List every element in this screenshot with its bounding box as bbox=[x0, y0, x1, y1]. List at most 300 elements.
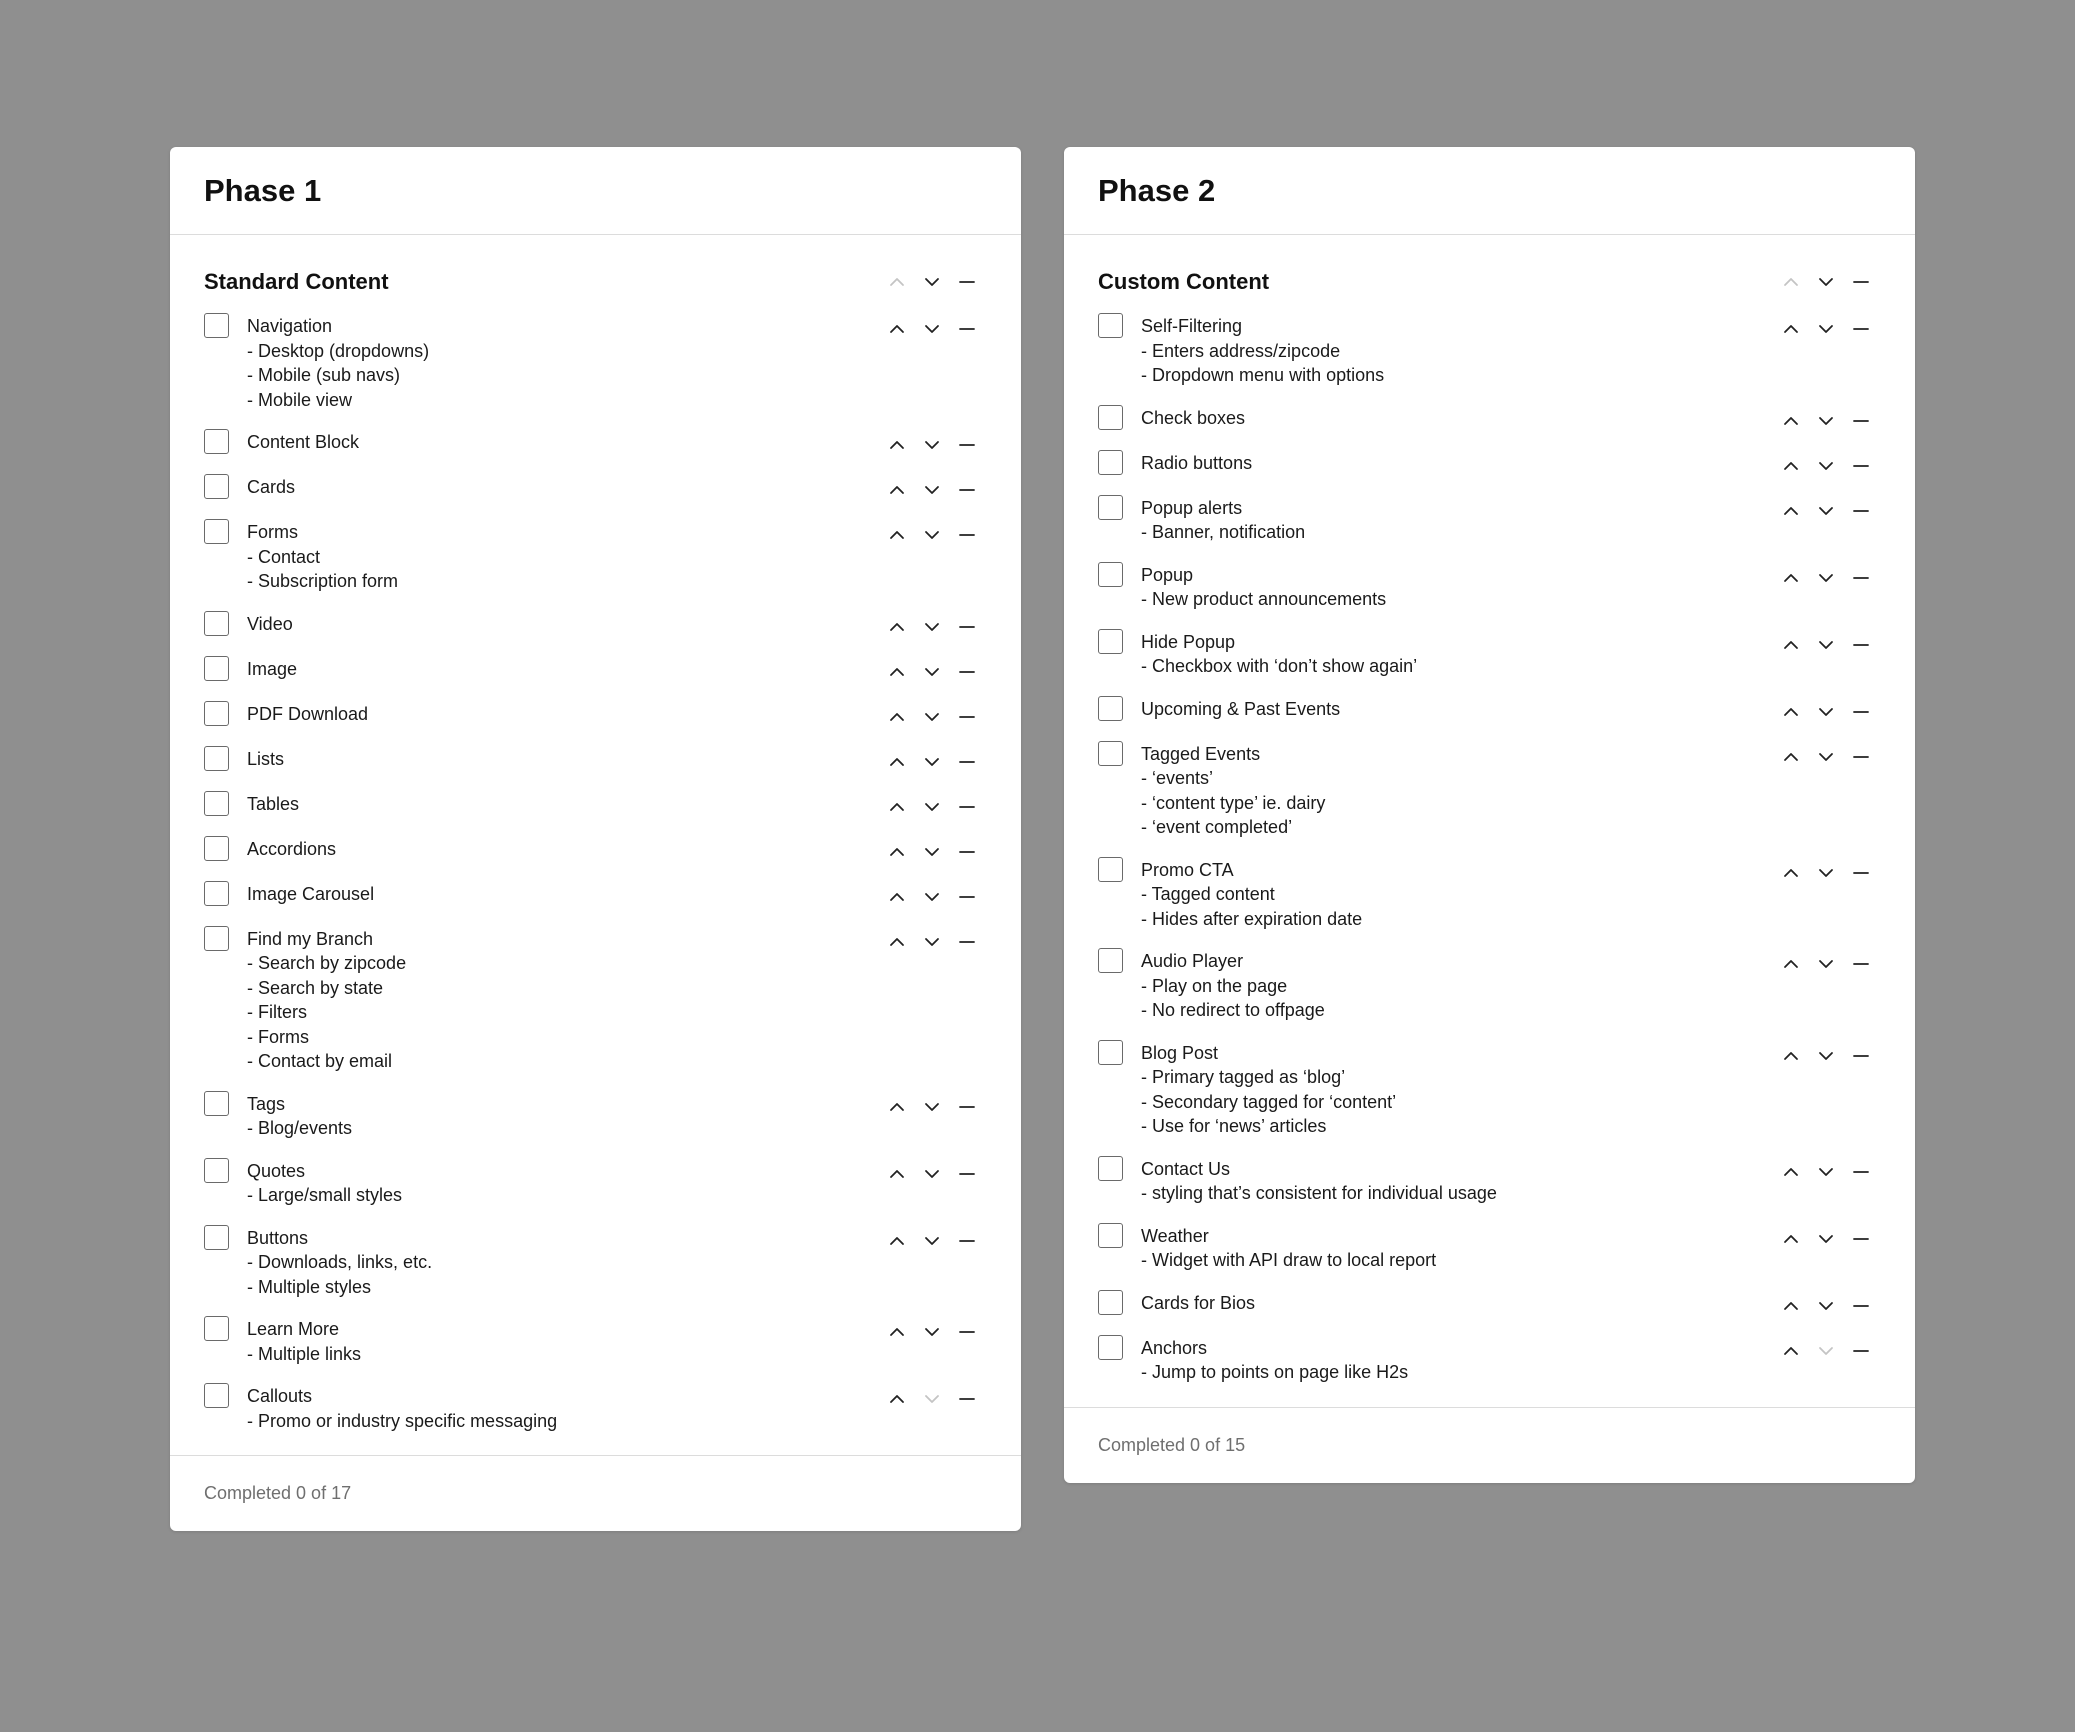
list-item bbox=[204, 881, 987, 909]
item-content bbox=[204, 1383, 557, 1433]
item-text bbox=[247, 429, 359, 455]
item-content bbox=[204, 836, 336, 862]
chevron-down-icon bbox=[1817, 412, 1835, 430]
item-content bbox=[1098, 313, 1384, 388]
chevron-down-icon bbox=[1817, 273, 1835, 291]
item-label: Content Block bbox=[247, 432, 360, 452]
minus-icon bbox=[958, 1165, 976, 1183]
list-item bbox=[1098, 313, 1881, 388]
move-down-button[interactable] bbox=[1814, 1227, 1838, 1251]
remove-button[interactable] bbox=[1849, 1227, 1873, 1251]
item-text bbox=[1141, 741, 1325, 840]
minus-icon bbox=[1852, 864, 1870, 882]
item-text bbox=[247, 926, 406, 1074]
list-item bbox=[1098, 1156, 1881, 1206]
item-controls bbox=[1779, 700, 1881, 724]
remove-button[interactable] bbox=[1849, 499, 1873, 523]
remove-button[interactable] bbox=[955, 1320, 979, 1344]
move-down-button[interactable] bbox=[920, 1387, 944, 1411]
chevron-up-icon bbox=[888, 1232, 906, 1250]
item-text bbox=[247, 611, 293, 637]
remove-button[interactable] bbox=[955, 478, 979, 502]
minus-icon bbox=[958, 708, 976, 726]
move-down-button[interactable] bbox=[1814, 633, 1838, 657]
item-subtext: - styling that’s consistent for individual usage bbox=[1141, 1183, 1497, 1203]
remove-button[interactable] bbox=[1849, 1339, 1873, 1363]
item-text bbox=[247, 1383, 557, 1433]
minus-icon bbox=[1852, 1297, 1870, 1315]
move-down-button[interactable] bbox=[920, 705, 944, 729]
item-subtext: - Mobile (sub navs) bbox=[247, 365, 401, 385]
move-down-button[interactable] bbox=[920, 885, 944, 909]
remove-button[interactable] bbox=[955, 795, 979, 819]
item-subtext: - Contact by email bbox=[247, 1051, 393, 1071]
item-checkbox[interactable] bbox=[204, 1091, 229, 1116]
section-header bbox=[1098, 264, 1881, 300]
item-controls bbox=[885, 660, 987, 684]
chevron-down-icon bbox=[1817, 1342, 1835, 1360]
list-item bbox=[204, 926, 987, 1074]
remove-button[interactable] bbox=[1849, 409, 1873, 433]
list-item bbox=[1098, 495, 1881, 545]
move-down-button[interactable] bbox=[1814, 499, 1838, 523]
move-down-button[interactable] bbox=[920, 270, 944, 294]
minus-icon bbox=[1852, 273, 1870, 291]
chevron-up-icon bbox=[1782, 748, 1800, 766]
chevron-down-icon bbox=[923, 1323, 941, 1341]
item-text bbox=[247, 701, 368, 727]
move-up-button[interactable] bbox=[885, 1095, 909, 1119]
item-controls bbox=[1779, 1339, 1881, 1363]
item-checkbox[interactable] bbox=[1098, 857, 1123, 882]
move-down-button[interactable] bbox=[920, 1320, 944, 1344]
move-down-button[interactable] bbox=[920, 795, 944, 819]
move-up-button[interactable] bbox=[885, 270, 909, 294]
item-checkbox[interactable] bbox=[1098, 741, 1123, 766]
move-down-button[interactable] bbox=[920, 1229, 944, 1253]
item-controls bbox=[1779, 1044, 1881, 1068]
move-down-button[interactable] bbox=[920, 750, 944, 774]
item-controls bbox=[1779, 499, 1881, 523]
item-text bbox=[1141, 1335, 1408, 1385]
item-controls bbox=[885, 1320, 987, 1344]
item-label: Tags bbox=[247, 1093, 286, 1114]
move-up-button[interactable] bbox=[1779, 566, 1803, 590]
list-item bbox=[1098, 1290, 1881, 1318]
item-checkbox[interactable] bbox=[1098, 696, 1123, 721]
item-controls bbox=[885, 1387, 987, 1411]
move-up-button[interactable] bbox=[1779, 317, 1803, 341]
list-item bbox=[1098, 1335, 1881, 1385]
chevron-up-icon bbox=[1782, 1342, 1800, 1360]
list-item bbox=[204, 836, 987, 864]
chevron-down-icon bbox=[1817, 955, 1835, 973]
move-down-button[interactable] bbox=[1814, 1294, 1838, 1318]
item-checkbox[interactable] bbox=[1098, 1223, 1123, 1248]
minus-icon bbox=[958, 436, 976, 454]
chevron-down-icon bbox=[923, 933, 941, 951]
item-label: Video bbox=[247, 613, 293, 634]
move-down-button[interactable] bbox=[1814, 1160, 1838, 1184]
remove-button[interactable] bbox=[1849, 952, 1873, 976]
item-content bbox=[204, 1316, 361, 1366]
list-item bbox=[204, 1158, 987, 1208]
remove-button[interactable] bbox=[955, 705, 979, 729]
chevron-down-icon bbox=[1817, 569, 1835, 587]
item-text bbox=[1141, 313, 1384, 388]
item-text bbox=[1141, 629, 1417, 679]
minus-icon bbox=[958, 798, 976, 816]
item-subtext: - Widget with API draw to local report bbox=[1141, 1250, 1437, 1270]
move-down-button[interactable] bbox=[920, 523, 944, 547]
minus-icon bbox=[1852, 1047, 1870, 1065]
item-checkbox[interactable] bbox=[204, 656, 229, 681]
item-subtext: - Banner, notification bbox=[1141, 522, 1306, 542]
chevron-down-icon bbox=[1817, 1047, 1835, 1065]
item-content bbox=[1098, 495, 1305, 545]
list-item bbox=[204, 1383, 987, 1433]
move-down-button[interactable] bbox=[920, 433, 944, 457]
move-down-button[interactable] bbox=[920, 317, 944, 341]
move-up-button[interactable] bbox=[885, 750, 909, 774]
move-up-button[interactable] bbox=[885, 523, 909, 547]
item-checkbox[interactable] bbox=[204, 881, 229, 906]
minus-icon bbox=[1852, 412, 1870, 430]
item-label: Radio buttons bbox=[1141, 452, 1253, 473]
chevron-down-icon bbox=[1817, 1230, 1835, 1248]
minus-icon bbox=[958, 888, 976, 906]
item-checkbox[interactable] bbox=[204, 746, 229, 771]
item-label: Navigation bbox=[247, 316, 333, 336]
chevron-up-icon bbox=[888, 618, 906, 636]
move-down-button[interactable] bbox=[920, 840, 944, 864]
move-up-button[interactable] bbox=[885, 885, 909, 909]
move-up-button[interactable] bbox=[885, 1387, 909, 1411]
move-down-button[interactable] bbox=[1814, 566, 1838, 590]
item-checkbox[interactable] bbox=[1098, 562, 1123, 587]
chevron-down-icon bbox=[923, 708, 941, 726]
item-checkbox[interactable] bbox=[204, 611, 229, 636]
minus-icon bbox=[958, 481, 976, 499]
list-item bbox=[204, 313, 987, 412]
move-down-button[interactable] bbox=[1814, 700, 1838, 724]
move-up-button[interactable] bbox=[1779, 952, 1803, 976]
move-down-button[interactable] bbox=[1814, 745, 1838, 769]
remove-button[interactable] bbox=[955, 840, 979, 864]
move-down-button[interactable] bbox=[920, 1162, 944, 1186]
minus-icon bbox=[1852, 457, 1870, 475]
chevron-up-icon bbox=[1782, 636, 1800, 654]
remove-button[interactable] bbox=[955, 930, 979, 954]
chevron-down-icon bbox=[923, 481, 941, 499]
remove-button[interactable] bbox=[955, 433, 979, 457]
item-checkbox[interactable] bbox=[204, 1158, 229, 1183]
minus-icon bbox=[1852, 1230, 1870, 1248]
chevron-down-icon bbox=[1817, 1163, 1835, 1181]
item-text bbox=[1141, 1290, 1255, 1316]
item-subtext: - Contact bbox=[247, 546, 321, 567]
move-down-button[interactable] bbox=[1814, 270, 1838, 294]
completion-status: Completed 0 of 15 bbox=[1098, 1434, 1246, 1455]
remove-button[interactable] bbox=[1849, 745, 1873, 769]
minus-icon bbox=[958, 1390, 976, 1408]
item-checkbox[interactable] bbox=[204, 836, 229, 861]
move-up-button[interactable] bbox=[885, 615, 909, 639]
chevron-down-icon bbox=[923, 753, 941, 771]
item-checkbox[interactable] bbox=[204, 791, 229, 816]
item-subtext: - Multiple links bbox=[247, 1343, 362, 1364]
minus-icon bbox=[1852, 320, 1870, 338]
move-up-button[interactable] bbox=[885, 1320, 909, 1344]
item-content bbox=[1098, 450, 1252, 476]
remove-button[interactable] bbox=[955, 1162, 979, 1186]
item-subtext: - ‘content type’ ie. dairy bbox=[1141, 792, 1326, 813]
item-label: Anchors bbox=[1141, 1337, 1208, 1358]
item-content bbox=[1098, 948, 1325, 1023]
remove-button[interactable] bbox=[1849, 317, 1873, 341]
item-controls bbox=[885, 750, 987, 774]
item-checkbox[interactable] bbox=[1098, 629, 1123, 654]
move-down-button[interactable] bbox=[920, 1095, 944, 1119]
item-text bbox=[247, 1158, 402, 1208]
item-content bbox=[1098, 405, 1245, 431]
item-checkbox[interactable] bbox=[204, 926, 229, 951]
item-label: Learn More bbox=[247, 1319, 340, 1339]
remove-button[interactable] bbox=[955, 1095, 979, 1119]
minus-icon bbox=[958, 1232, 976, 1250]
item-text bbox=[1141, 1040, 1396, 1139]
move-up-button[interactable] bbox=[1779, 1044, 1803, 1068]
item-content bbox=[1098, 696, 1340, 722]
item-subtext: - Jump to points on page like H2s bbox=[1141, 1362, 1409, 1382]
panel-title: Phase 2 bbox=[1098, 172, 1216, 208]
item-checkbox[interactable] bbox=[1098, 1335, 1123, 1360]
item-label: Hide Popup bbox=[1141, 631, 1236, 652]
list-item bbox=[204, 791, 987, 819]
move-up-button[interactable] bbox=[885, 433, 909, 457]
move-down-button[interactable] bbox=[1814, 861, 1838, 885]
chevron-down-icon bbox=[923, 798, 941, 816]
item-checkbox[interactable] bbox=[204, 429, 229, 454]
remove-button[interactable] bbox=[1849, 1044, 1873, 1068]
item-label: Popup alerts bbox=[1141, 497, 1243, 518]
chevron-up-icon bbox=[1782, 502, 1800, 520]
move-up-button[interactable] bbox=[1779, 1227, 1803, 1251]
move-up-button[interactable] bbox=[885, 1162, 909, 1186]
chevron-up-icon bbox=[888, 843, 906, 861]
item-controls bbox=[885, 1095, 987, 1119]
move-down-button[interactable] bbox=[1814, 1339, 1838, 1363]
move-up-button[interactable] bbox=[885, 478, 909, 502]
item-content bbox=[1098, 1040, 1396, 1139]
move-up-button[interactable] bbox=[885, 660, 909, 684]
item-checkbox[interactable] bbox=[204, 313, 229, 338]
item-controls bbox=[1779, 409, 1881, 433]
item-controls bbox=[1779, 745, 1881, 769]
item-checkbox[interactable] bbox=[1098, 948, 1123, 973]
remove-button[interactable] bbox=[955, 1229, 979, 1253]
chevron-up-icon bbox=[888, 753, 906, 771]
chevron-down-icon bbox=[923, 618, 941, 636]
list-item bbox=[1098, 562, 1881, 612]
move-up-button[interactable] bbox=[1779, 700, 1803, 724]
item-text bbox=[1141, 696, 1340, 722]
chevron-down-icon bbox=[923, 1390, 941, 1408]
move-up-button[interactable] bbox=[1779, 633, 1803, 657]
remove-button[interactable] bbox=[1849, 700, 1873, 724]
move-up-button[interactable] bbox=[1779, 270, 1803, 294]
move-up-button[interactable] bbox=[1779, 1160, 1803, 1184]
remove-button[interactable] bbox=[1849, 566, 1873, 590]
item-text bbox=[247, 836, 336, 862]
item-subtext: - No redirect to offpage bbox=[1141, 1000, 1325, 1020]
item-controls bbox=[885, 317, 987, 341]
move-up-button[interactable] bbox=[885, 1229, 909, 1253]
section-header bbox=[204, 264, 987, 300]
item-subtext: - Play on the page bbox=[1141, 975, 1288, 996]
chevron-up-icon bbox=[1782, 955, 1800, 973]
chevron-down-icon bbox=[923, 888, 941, 906]
move-down-button[interactable] bbox=[920, 930, 944, 954]
section-title: Standard Content bbox=[204, 269, 389, 294]
move-down-button[interactable] bbox=[920, 615, 944, 639]
minus-icon bbox=[958, 273, 976, 291]
item-subtext: - Blog/events bbox=[247, 1118, 353, 1138]
remove-button[interactable] bbox=[955, 660, 979, 684]
item-checkbox[interactable] bbox=[1098, 495, 1123, 520]
item-controls bbox=[1779, 454, 1881, 478]
move-up-button[interactable] bbox=[1779, 745, 1803, 769]
item-label: Tagged Events bbox=[1141, 743, 1261, 764]
item-checkbox[interactable] bbox=[1098, 1156, 1123, 1181]
item-subtext: - Multiple styles bbox=[247, 1276, 372, 1297]
move-up-button[interactable] bbox=[1779, 499, 1803, 523]
item-label: Tables bbox=[247, 793, 300, 814]
item-checkbox[interactable] bbox=[204, 1316, 229, 1341]
move-down-button[interactable] bbox=[1814, 952, 1838, 976]
move-up-button[interactable] bbox=[885, 930, 909, 954]
remove-button[interactable] bbox=[1849, 1294, 1873, 1318]
panel-header bbox=[170, 147, 1021, 235]
item-content bbox=[1098, 1156, 1497, 1206]
item-checkbox[interactable] bbox=[204, 701, 229, 726]
item-subtext: - Forms bbox=[247, 1026, 309, 1047]
remove-button[interactable] bbox=[1849, 270, 1873, 294]
item-checkbox[interactable] bbox=[204, 1383, 229, 1408]
item-content bbox=[1098, 1335, 1408, 1385]
remove-button[interactable] bbox=[955, 270, 979, 294]
move-down-button[interactable] bbox=[1814, 454, 1838, 478]
chevron-down-icon bbox=[923, 526, 941, 544]
item-text bbox=[1141, 405, 1245, 431]
item-checkbox[interactable] bbox=[204, 519, 229, 544]
item-subtext: - Dropdown menu with options bbox=[1141, 365, 1385, 385]
item-controls bbox=[885, 885, 987, 909]
list-item bbox=[1098, 1223, 1881, 1273]
item-checkbox[interactable] bbox=[1098, 313, 1123, 338]
list-item bbox=[1098, 741, 1881, 840]
item-label: Forms bbox=[247, 522, 298, 542]
move-up-button[interactable] bbox=[885, 795, 909, 819]
move-up-button[interactable] bbox=[1779, 1339, 1803, 1363]
move-up-button[interactable] bbox=[1779, 1294, 1803, 1318]
list-item bbox=[1098, 405, 1881, 433]
checklist bbox=[1098, 313, 1881, 1385]
item-controls bbox=[885, 615, 987, 639]
panel-body bbox=[170, 235, 1021, 1455]
move-down-button[interactable] bbox=[1814, 409, 1838, 433]
chevron-up-icon bbox=[888, 320, 906, 338]
item-checkbox[interactable] bbox=[204, 1225, 229, 1250]
item-subtext: - ‘event completed’ bbox=[1141, 817, 1293, 837]
chevron-up-icon bbox=[1782, 1230, 1800, 1248]
move-up-button[interactable] bbox=[885, 840, 909, 864]
move-down-button[interactable] bbox=[920, 660, 944, 684]
item-checkbox[interactable] bbox=[1098, 1290, 1123, 1315]
item-checkbox[interactable] bbox=[1098, 450, 1123, 475]
item-subtext: - Secondary tagged for ‘content’ bbox=[1141, 1091, 1397, 1112]
remove-button[interactable] bbox=[955, 1387, 979, 1411]
panel-body bbox=[1064, 235, 1915, 1407]
item-text bbox=[247, 656, 297, 682]
move-up-button[interactable] bbox=[885, 705, 909, 729]
item-controls bbox=[1779, 317, 1881, 341]
section-controls bbox=[885, 270, 987, 294]
remove-button[interactable] bbox=[1849, 454, 1873, 478]
chevron-up-icon bbox=[1782, 569, 1800, 587]
remove-button[interactable] bbox=[955, 523, 979, 547]
chevron-down-icon bbox=[923, 436, 941, 454]
item-checkbox[interactable] bbox=[1098, 1040, 1123, 1065]
move-down-button[interactable] bbox=[1814, 317, 1838, 341]
item-label: Blog Post bbox=[1141, 1042, 1219, 1063]
list-item bbox=[1098, 1040, 1881, 1139]
remove-button[interactable] bbox=[1849, 633, 1873, 657]
remove-button[interactable] bbox=[955, 615, 979, 639]
move-up-button[interactable] bbox=[1779, 454, 1803, 478]
move-up-button[interactable] bbox=[1779, 409, 1803, 433]
item-checkbox[interactable] bbox=[1098, 405, 1123, 430]
remove-button[interactable] bbox=[1849, 861, 1873, 885]
item-content bbox=[1098, 857, 1362, 932]
item-content bbox=[1098, 629, 1417, 679]
item-checkbox[interactable] bbox=[204, 474, 229, 499]
move-up-button[interactable] bbox=[885, 317, 909, 341]
item-content bbox=[1098, 1290, 1255, 1316]
item-subtext: - ‘events’ bbox=[1141, 768, 1214, 788]
chevron-down-icon bbox=[923, 843, 941, 861]
move-down-button[interactable] bbox=[1814, 1044, 1838, 1068]
item-subtext: - Use for ‘news’ articles bbox=[1141, 1116, 1327, 1136]
item-content bbox=[204, 429, 359, 455]
list-item bbox=[204, 701, 987, 729]
item-label: Check boxes bbox=[1141, 407, 1246, 428]
item-subtext: - Large/small styles bbox=[247, 1185, 403, 1205]
item-label: Lists bbox=[247, 748, 285, 769]
remove-button[interactable] bbox=[1849, 1160, 1873, 1184]
item-controls bbox=[885, 523, 987, 547]
move-down-button[interactable] bbox=[920, 478, 944, 502]
item-content bbox=[204, 611, 293, 637]
move-up-button[interactable] bbox=[1779, 861, 1803, 885]
minus-icon bbox=[1852, 502, 1870, 520]
item-label: Self-Filtering bbox=[1141, 316, 1243, 336]
remove-button[interactable] bbox=[955, 750, 979, 774]
remove-button[interactable] bbox=[955, 317, 979, 341]
list-item bbox=[204, 519, 987, 594]
remove-button[interactable] bbox=[955, 885, 979, 909]
list-item bbox=[204, 474, 987, 502]
